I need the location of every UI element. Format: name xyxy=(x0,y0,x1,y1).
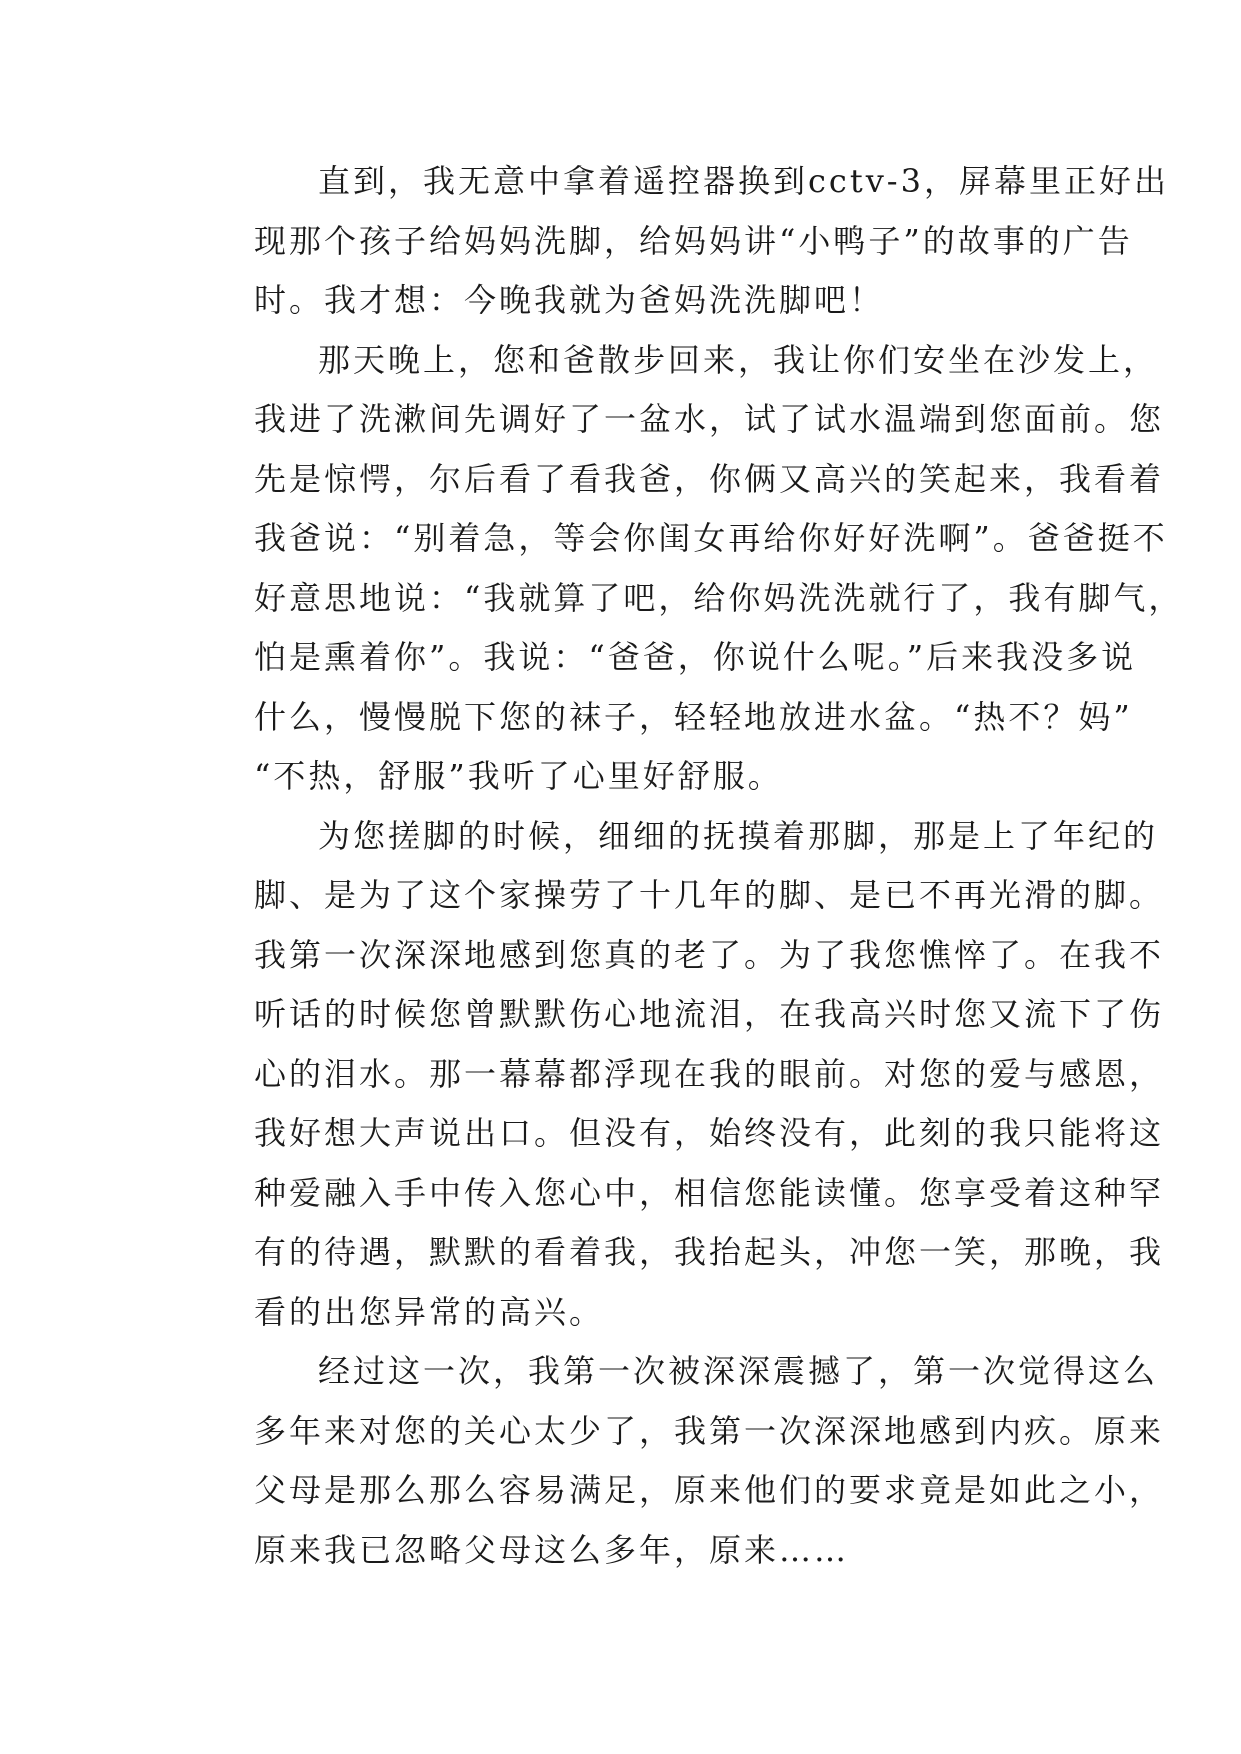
text-line: 什么，慢慢脱下您的袜子，轻轻地放进水盆。“热不？妈” xyxy=(254,697,1133,736)
text-line: 经过这一次，我第一次被深深震撼了，第一次觉得这么 xyxy=(318,1352,1159,1390)
text-line: “不热，舒服”我听了心里好舒服。 xyxy=(254,757,783,795)
text-line: 父母是那么那么容易满足，原来他们的要求竟是如此之小， xyxy=(254,1471,1165,1509)
text-line: 看的出您异常的高兴。 xyxy=(254,1292,605,1331)
text-line: 好意思地说：“我就算了吧，给你妈洗洗就行了，我有脚气， xyxy=(254,578,1184,617)
text-line: 我爸说：“别着急，等会你闺女再给你好好洗啊”。爸爸挺不 xyxy=(254,519,1168,557)
paragraph-2 xyxy=(190,331,1184,807)
text-line: 时。我才想：今晚我就为爸妈洗洗脚吧！ xyxy=(254,281,885,319)
paragraph-1 xyxy=(190,152,1169,331)
text-line: 直到，我无意中拿着遥控器换到cctv-3，屏幕里正好出 xyxy=(318,162,1169,200)
text-line: 我第一次深深地感到您真的老了。为了我您憔悴了。在我不 xyxy=(254,935,1165,974)
paragraph-4 xyxy=(190,1342,1165,1580)
text-line: 为您搓脚的时候，细细的抚摸着那脚，那是上了年纪的 xyxy=(318,816,1159,855)
text-line: 听话的时候您曾默默伤心地流泪，在我高兴时您又流下了伤 xyxy=(254,995,1165,1033)
paragraph-3 xyxy=(190,807,1165,1343)
text-line: 有的待遇，默默的看着我，我抬起头，冲您一笑，那晚，我 xyxy=(254,1233,1165,1271)
text-line: 那天晚上，您和爸散步回来，我让你们安坐在沙发上， xyxy=(318,340,1159,379)
text-line: 原来我已忽略父母这么多年，原来…… xyxy=(254,1530,850,1569)
text-line: 现那个孩子给妈妈洗脚，给妈妈讲“小鸭子”的故事的广告 xyxy=(254,221,1133,260)
text-line: 心的泪水。那一幕幕都浮现在我的眼前。对您的爱与感恩， xyxy=(254,1054,1165,1093)
text-line: 怕是熏着你”。我说：“爸爸，你说什么呢。”后来我没多说 xyxy=(254,638,1137,676)
text-line: 脚、是为了这个家操劳了十几年的脚、是已不再光滑的脚。 xyxy=(254,876,1165,914)
document-body xyxy=(190,152,1184,1580)
text-line: 我进了洗漱间先调好了一盆水，试了试水温端到您面前。您 xyxy=(254,400,1165,438)
text-line: 我好想大声说出口。但没有，始终没有，此刻的我只能将这 xyxy=(254,1114,1165,1152)
text-line: 多年来对您的关心太少了，我第一次深深地感到内疚。原来 xyxy=(254,1411,1165,1450)
text-line: 先是惊愕，尔后看了看我爸，你俩又高兴的笑起来，我看着 xyxy=(254,459,1165,498)
text-line: 种爱融入手中传入您心中，相信您能读懂。您享受着这种罕 xyxy=(254,1173,1165,1212)
